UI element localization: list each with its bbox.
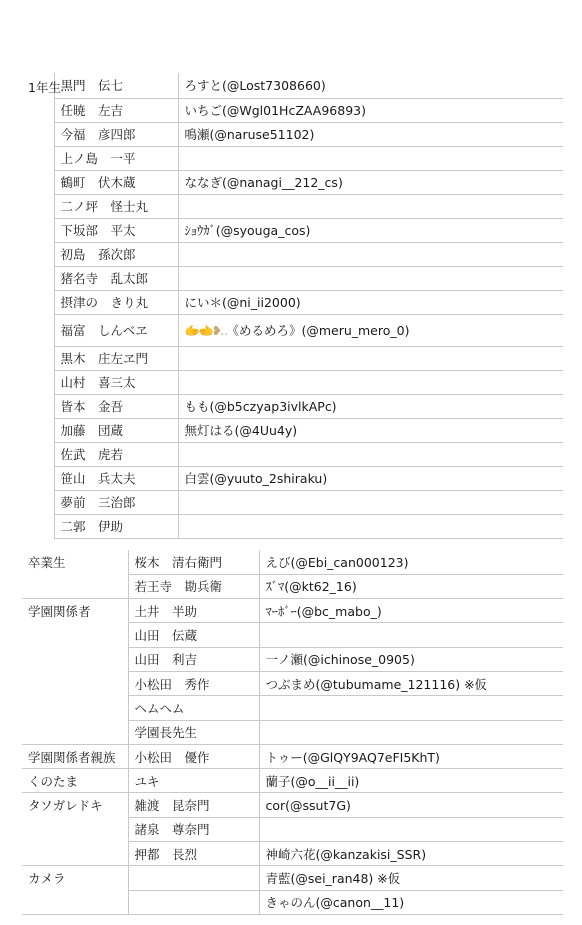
cast-name: [259, 623, 563, 647]
character-name: 笹山 兵太夫: [54, 466, 178, 490]
character-name: 黒木 庄左ヱ門: [54, 346, 178, 370]
character-name: 下坂部 平太: [54, 218, 178, 242]
cast-name: きゃのん(@canon__11): [259, 890, 563, 914]
character-name: [128, 866, 259, 890]
cast-name: ﾏｰﾎﾞｰ(@bc_mabo_): [259, 599, 563, 623]
table-row: [22, 314, 563, 346]
table-row: [22, 122, 563, 146]
table-row: [22, 769, 563, 793]
table-row: [22, 574, 563, 598]
cast-name: ｽﾞﾏ(@kt62_16): [259, 574, 563, 598]
cast-name: ななぎ(@nanagi__212_cs): [178, 170, 563, 194]
character-name: 夢前 三治郎: [54, 490, 178, 514]
cast-name: [178, 242, 563, 266]
cast-handle: 《めるめろ》(@meru_mero_0): [226, 323, 410, 338]
character-name: 福富 しんベヱ: [54, 314, 178, 346]
group-label: [22, 817, 128, 841]
table-row: [22, 73, 563, 98]
cast-name: [178, 194, 563, 218]
table-row: [22, 720, 563, 744]
cast-name: 神崎六花(@kanzakisi_SSR): [259, 842, 563, 866]
character-name: 二ノ坪 怪士丸: [54, 194, 178, 218]
table-row: [22, 346, 563, 370]
cast-name: にい＊(@ni_ii2000): [178, 290, 563, 314]
grade-label: 1年生: [22, 73, 54, 538]
cast-name: ろすと(@Lost7308660): [178, 73, 563, 98]
table-row: [22, 290, 563, 314]
cast-name: cor(@ssut7G): [259, 793, 563, 817]
cast-name: [178, 442, 563, 466]
table-row: [22, 866, 563, 890]
table-row: [22, 370, 563, 394]
cast-name: [178, 146, 563, 170]
character-name: 若王寺 勘兵衛: [128, 574, 259, 598]
cast-name: トゥー(@GlQY9AQ7eFI5KhT): [259, 744, 563, 768]
cast-name: [178, 490, 563, 514]
hand-emoji-icon: 🫱🫲❥‥: [184, 323, 227, 338]
cast-name: [259, 720, 563, 744]
character-name: 加藤 団蔵: [54, 418, 178, 442]
character-name: 佐武 虎若: [54, 442, 178, 466]
character-name: 山村 喜三太: [54, 370, 178, 394]
group-label: [22, 890, 128, 914]
character-name: ヘムヘム: [128, 696, 259, 720]
group-label: くのたま: [22, 769, 128, 793]
cast-name: いちご(@Wgl01HcZAA96893): [178, 98, 563, 122]
table-row: [22, 842, 563, 866]
cast-name: 青藍(@sei_ran48) ※仮: [259, 866, 563, 890]
cast-name: 蘭子(@o__ii__ii): [259, 769, 563, 793]
character-name: 皆本 金吾: [54, 394, 178, 418]
group-label: 卒業生: [22, 550, 128, 574]
table-row: [22, 514, 563, 538]
character-name: ユキ: [128, 769, 259, 793]
character-name: 土井 半助: [128, 599, 259, 623]
cast-name: もも(@b5czyap3ivlkAPc): [178, 394, 563, 418]
character-name: 猪名寺 乱太郎: [54, 266, 178, 290]
group-label: [22, 720, 128, 744]
character-name: 今福 彦四郎: [54, 122, 178, 146]
character-name: 桜木 清右衛門: [128, 550, 259, 574]
table-row: [22, 242, 563, 266]
cast-name: [178, 370, 563, 394]
table-row: [22, 599, 563, 623]
table-row: [22, 696, 563, 720]
table-row: [22, 793, 563, 817]
cast-name: [178, 314, 563, 346]
character-name: 山田 利吉: [128, 647, 259, 671]
character-name: 小松田 秀作: [128, 671, 259, 695]
cast-name: 鳴瀬(@naruse51102): [178, 122, 563, 146]
group-label: タソガレドキ: [22, 793, 128, 817]
table-row: [22, 623, 563, 647]
first-year-cast-table: [22, 73, 563, 539]
group-label: [22, 574, 128, 598]
cast-name: [259, 817, 563, 841]
cast-name: つぶまめ(@tubumame_121116) ※仮: [259, 671, 563, 695]
group-label: [22, 696, 128, 720]
table-row: [22, 890, 563, 914]
cast-name: ｼｮｳｶﾞ(@syouga_cos): [178, 218, 563, 242]
table-row: [22, 194, 563, 218]
cast-name: [178, 514, 563, 538]
table-row: [22, 146, 563, 170]
table-row: [22, 170, 563, 194]
character-name: 山田 伝蔵: [128, 623, 259, 647]
cast-name: 無灯はる(@4Uu4y): [178, 418, 563, 442]
character-name: 鶴町 伏木蔵: [54, 170, 178, 194]
cast-name: [178, 266, 563, 290]
character-name: 小松田 優作: [128, 744, 259, 768]
table-row: [22, 394, 563, 418]
cast-name: えび(@Ebi_can000123): [259, 550, 563, 574]
character-name: 任暁 左吉: [54, 98, 178, 122]
table-row: [22, 266, 563, 290]
table-row: [22, 418, 563, 442]
table-row: [22, 490, 563, 514]
character-name: 初島 孫次郎: [54, 242, 178, 266]
group-label: 学園関係者: [22, 599, 128, 623]
character-name: 学園長先生: [128, 720, 259, 744]
table-row: [22, 647, 563, 671]
character-name: 二郭 伊助: [54, 514, 178, 538]
cast-name: [259, 696, 563, 720]
group-label: [22, 623, 128, 647]
table-row: [22, 744, 563, 768]
character-name: [128, 890, 259, 914]
character-name: 黒門 伝七: [54, 73, 178, 98]
character-name: 摂津の きり丸: [54, 290, 178, 314]
table-row: [22, 442, 563, 466]
group-label: [22, 842, 128, 866]
character-name: 雑渡 昆奈門: [128, 793, 259, 817]
cast-name: 白雲(@yuuto_2shiraku): [178, 466, 563, 490]
table-row: [22, 817, 563, 841]
table-row: [22, 98, 563, 122]
group-label: カメラ: [22, 866, 128, 890]
cast-name: [178, 346, 563, 370]
character-name: 押都 長烈: [128, 842, 259, 866]
character-name: 諸泉 尊奈門: [128, 817, 259, 841]
table-row: [22, 218, 563, 242]
character-name: 上ノ島 一平: [54, 146, 178, 170]
group-label: 学園関係者親族: [22, 744, 128, 768]
group-label: [22, 671, 128, 695]
group-label: [22, 647, 128, 671]
table-row: [22, 466, 563, 490]
table-row: [22, 671, 563, 695]
other-cast-table: [22, 550, 563, 915]
cast-name: 一ノ瀬(@ichinose_0905): [259, 647, 563, 671]
table-row: [22, 550, 563, 574]
